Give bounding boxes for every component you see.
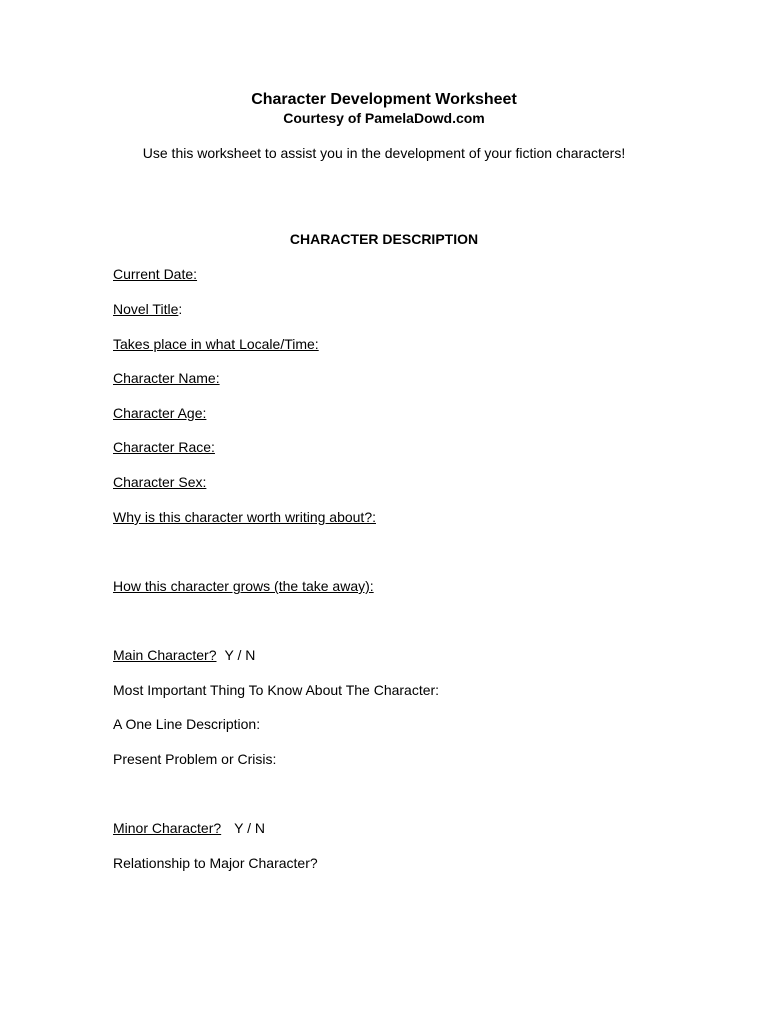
main-character-label: Main Character? bbox=[113, 647, 217, 663]
novel-title-colon: : bbox=[178, 301, 183, 317]
most-important-label: Most Important Thing To Know About The Character: bbox=[113, 682, 440, 698]
field-one-line bbox=[113, 715, 260, 733]
one-line-label: A One Line Description: bbox=[113, 716, 261, 732]
field-novel-title bbox=[113, 300, 182, 318]
field-character-sex bbox=[113, 473, 206, 491]
why-worth-label: Why is this character worth writing about?: bbox=[113, 509, 376, 525]
field-minor-character bbox=[113, 819, 265, 837]
worksheet-title: Character Development Worksheet bbox=[251, 91, 517, 108]
field-locale-time bbox=[113, 335, 319, 353]
field-main-character bbox=[113, 646, 255, 664]
current-date-label: Current Date: bbox=[113, 266, 198, 282]
field-present-problem bbox=[113, 750, 276, 768]
field-relationship bbox=[113, 854, 318, 872]
locale-time-label: Takes place in what Locale/Time: bbox=[113, 336, 319, 352]
character-age-label: Character Age: bbox=[113, 405, 207, 421]
character-sex-label: Character Sex: bbox=[113, 474, 207, 490]
field-character-name bbox=[113, 369, 220, 387]
field-current-date bbox=[113, 265, 197, 283]
how-grows-label: How this character grows (the take away): bbox=[113, 578, 374, 594]
field-character-race bbox=[113, 438, 215, 456]
field-how-grows bbox=[113, 577, 374, 595]
novel-title-label: Novel Title bbox=[113, 301, 179, 317]
minor-character-yn: Y / N bbox=[234, 820, 266, 836]
field-character-age bbox=[113, 404, 206, 422]
character-race-label: Character Race: bbox=[113, 439, 215, 455]
character-name-label: Character Name: bbox=[113, 370, 220, 386]
worksheet-subtitle: Courtesy of PamelaDowd.com bbox=[283, 110, 485, 126]
minor-character-label: Minor Character? bbox=[113, 820, 222, 836]
present-problem-label: Present Problem or Crisis: bbox=[113, 751, 277, 767]
field-why-worth bbox=[113, 508, 376, 526]
section-heading: CHARACTER DESCRIPTION bbox=[289, 231, 479, 247]
field-most-important bbox=[113, 681, 439, 699]
relationship-label: Relationship to Major Character? bbox=[113, 855, 318, 871]
worksheet-intro: Use this worksheet to assist you in the development of your fiction characters! bbox=[142, 145, 626, 161]
main-character-yn: Y / N bbox=[224, 647, 256, 663]
